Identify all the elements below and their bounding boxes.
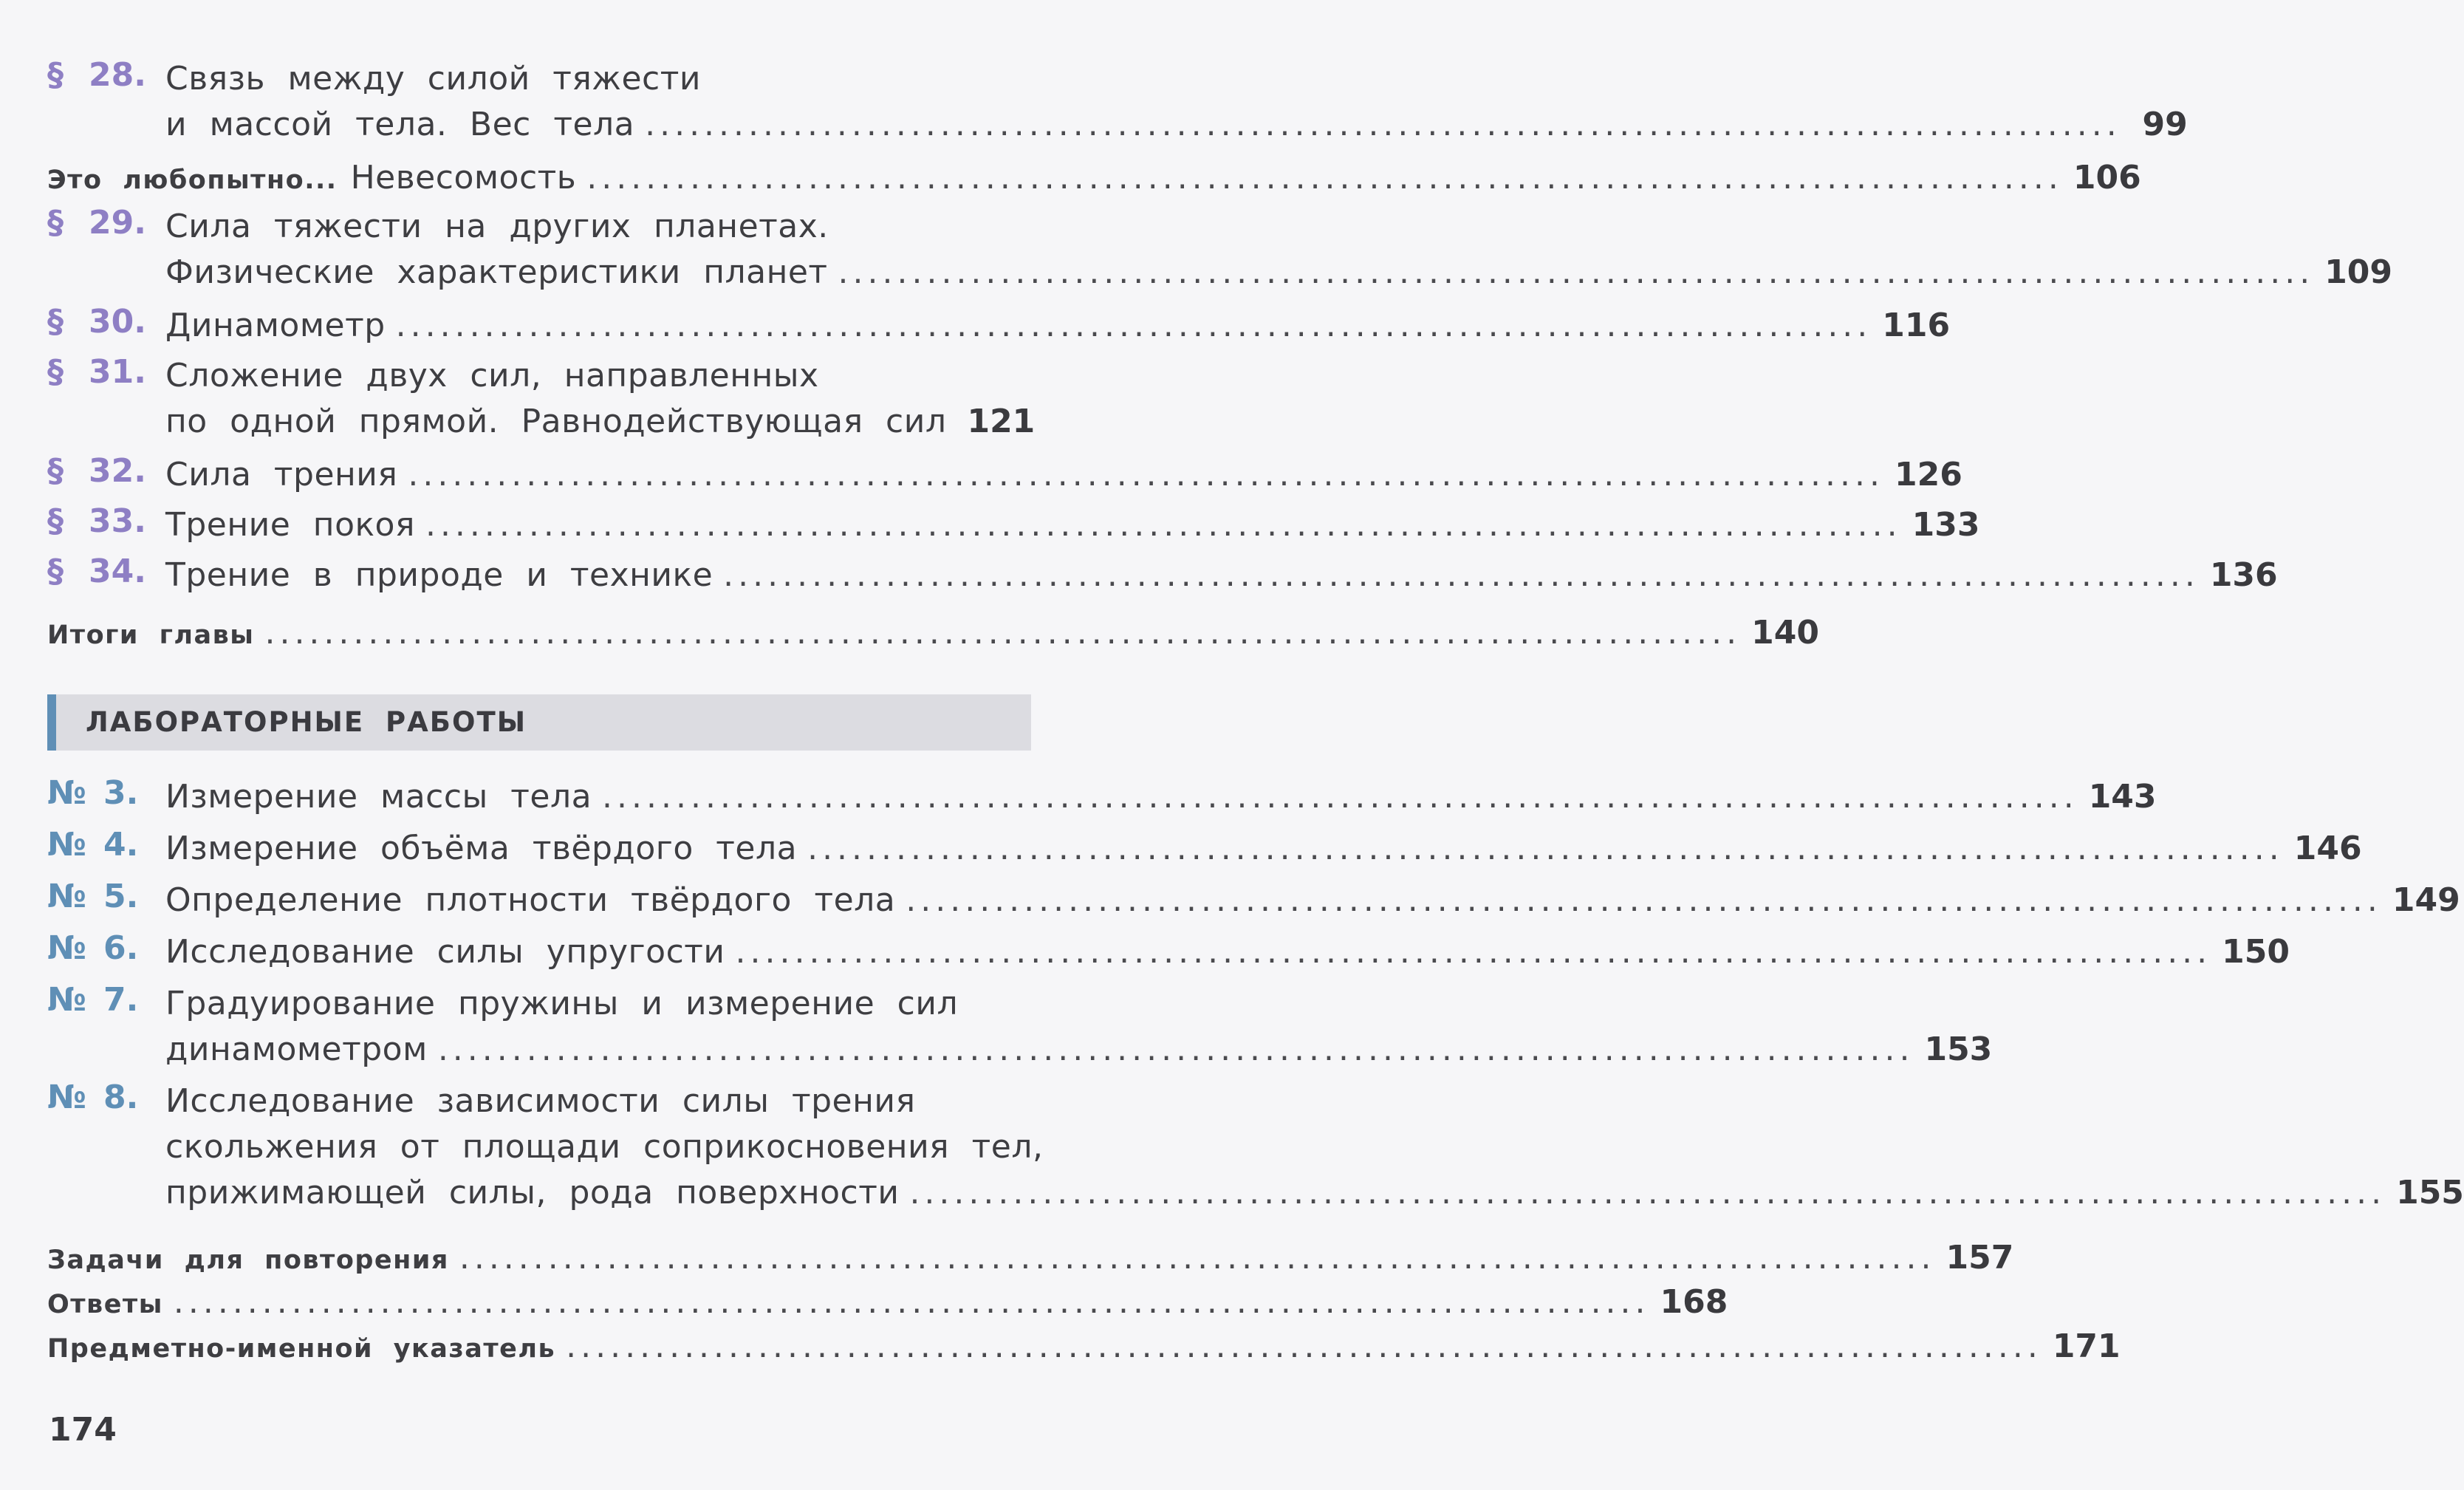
toc-entry-index[interactable] — [47, 1324, 2121, 1370]
entry-lead: Это любопытно... — [47, 165, 338, 195]
leader-dots: .................................................................................................... — [566, 1327, 2042, 1365]
toc-entry-review-problems[interactable] — [47, 1235, 2014, 1281]
entry-title-line: Связь между силой тяжести — [165, 60, 701, 98]
entry-title: Невесомость — [350, 159, 577, 196]
leader-dots: .................................................................................................... — [906, 881, 2382, 919]
toc-entry-curiosity[interactable] — [47, 155, 2141, 201]
page-ref: 155 — [2396, 1174, 2464, 1212]
leader-dots: .................................................................................................... — [909, 1174, 2386, 1212]
entry-title-line: скольжения от площади соприкосновения тел, — [165, 1128, 1044, 1166]
lab-section-title: ЛАБОРАТОРНЫЕ РАБОТЫ — [86, 706, 527, 738]
lab-marker: № 3. — [47, 774, 139, 812]
entry-title-line: по одной прямой. Равнодействующая сил — [165, 403, 947, 440]
page-ref: 171 — [2052, 1327, 2121, 1365]
page-ref: 116 — [1882, 307, 1951, 344]
leader-dots: .................................................................................................... — [838, 253, 2315, 291]
section-marker: § 31. — [47, 353, 146, 391]
leader-dots: .................................................................................................... — [723, 556, 2200, 594]
page-ref: 99 — [2142, 106, 2188, 143]
page-ref: 168 — [1660, 1283, 1728, 1321]
entry-lead: Предметно-именной указатель — [47, 1334, 556, 1364]
entry-title-line: динамометром — [165, 1031, 428, 1068]
lab-marker: № 4. — [47, 826, 139, 864]
entry-title-line: Трение в природе и технике — [165, 556, 713, 594]
leader-dots: .................................................................................................... — [645, 106, 2121, 143]
entry-lead: Ответы — [47, 1290, 163, 1319]
lab-marker: № 6. — [47, 929, 139, 967]
page-ref: 126 — [1895, 456, 1962, 493]
section-marker: § 28. — [47, 56, 146, 94]
page-ref: 136 — [2209, 556, 2278, 594]
lab-marker: № 5. — [47, 878, 139, 915]
page-ref: 109 — [2324, 253, 2393, 291]
entry-title-line: Градуирование пружины и измерение сил — [165, 985, 959, 1022]
entry-title-line: Определение плотности твёрдого тела — [165, 881, 896, 919]
page-ref: 143 — [2088, 778, 2157, 816]
leader-dots: .................................................................................................... — [264, 614, 1742, 652]
leader-dots: .................................................................................................... — [735, 933, 2212, 971]
entry-title-line: Физические характеристики планет — [165, 253, 828, 291]
page-ref: 149 — [2392, 881, 2460, 919]
toc-entry-summary[interactable] — [47, 610, 1819, 656]
entry-title-line: и массой тела. Вес тела — [165, 106, 635, 143]
entry-title-line: Исследование силы упругости — [165, 933, 725, 971]
page-ref: 146 — [2293, 830, 2362, 867]
page-ref: 133 — [1912, 506, 1980, 544]
leader-dots: .................................................................................................... — [602, 778, 2078, 816]
entry-title-line: прижимающей силы, рода поверхности — [165, 1174, 900, 1212]
entry-title-line: Сложение двух сил, направленных — [165, 357, 819, 394]
entry-title-line: Сила трения — [165, 456, 398, 493]
section-marker: § 32. — [47, 452, 146, 490]
leader-dots: .................................................................................................... — [425, 506, 1902, 544]
lab-marker: № 7. — [47, 981, 139, 1019]
leader-dots: .................................................................................................... — [459, 1239, 1936, 1277]
section-marker: § 30. — [47, 303, 146, 341]
page-ref: 106 — [2073, 159, 2141, 196]
page-ref: 140 — [1751, 614, 1819, 652]
lab-marker: № 8. — [47, 1079, 139, 1116]
page-ref: 150 — [2222, 933, 2290, 971]
leader-dots: .................................................................................................... — [173, 1283, 1650, 1321]
page-ref: 153 — [1924, 1031, 1993, 1068]
toc-entry-answers[interactable] — [47, 1279, 1728, 1325]
page-ref: 121 — [967, 403, 1036, 440]
section-marker: § 34. — [47, 553, 146, 590]
entry-title-line: Сила тяжести на других планетах. — [165, 208, 829, 245]
leader-dots: .................................................................................................... — [408, 456, 1884, 493]
entry-lead: Задачи для повторения — [47, 1245, 449, 1275]
entry-title-line: Измерение объёма твёрдого тела — [165, 830, 798, 867]
lab-section-header — [47, 694, 1031, 751]
leader-dots: .................................................................................................... — [586, 159, 2063, 196]
page-number: 174 — [49, 1411, 117, 1449]
entry-title-line: Исследование зависимости силы трения — [165, 1082, 916, 1120]
entry-title-line: Трение покоя — [165, 506, 415, 544]
leader-dots: .................................................................................................... — [395, 307, 1872, 344]
entry-title-line: Измерение массы тела — [165, 778, 592, 816]
entry-title-line: Динамометр — [165, 307, 386, 344]
entry-lead: Итоги главы — [47, 621, 255, 650]
leader-dots: .................................................................................................... — [437, 1031, 1914, 1068]
section-marker: § 29. — [47, 204, 146, 242]
page-ref: 157 — [1945, 1239, 2014, 1277]
leader-dots: .................................................................................................... — [807, 830, 2284, 867]
section-marker: § 33. — [47, 502, 146, 540]
